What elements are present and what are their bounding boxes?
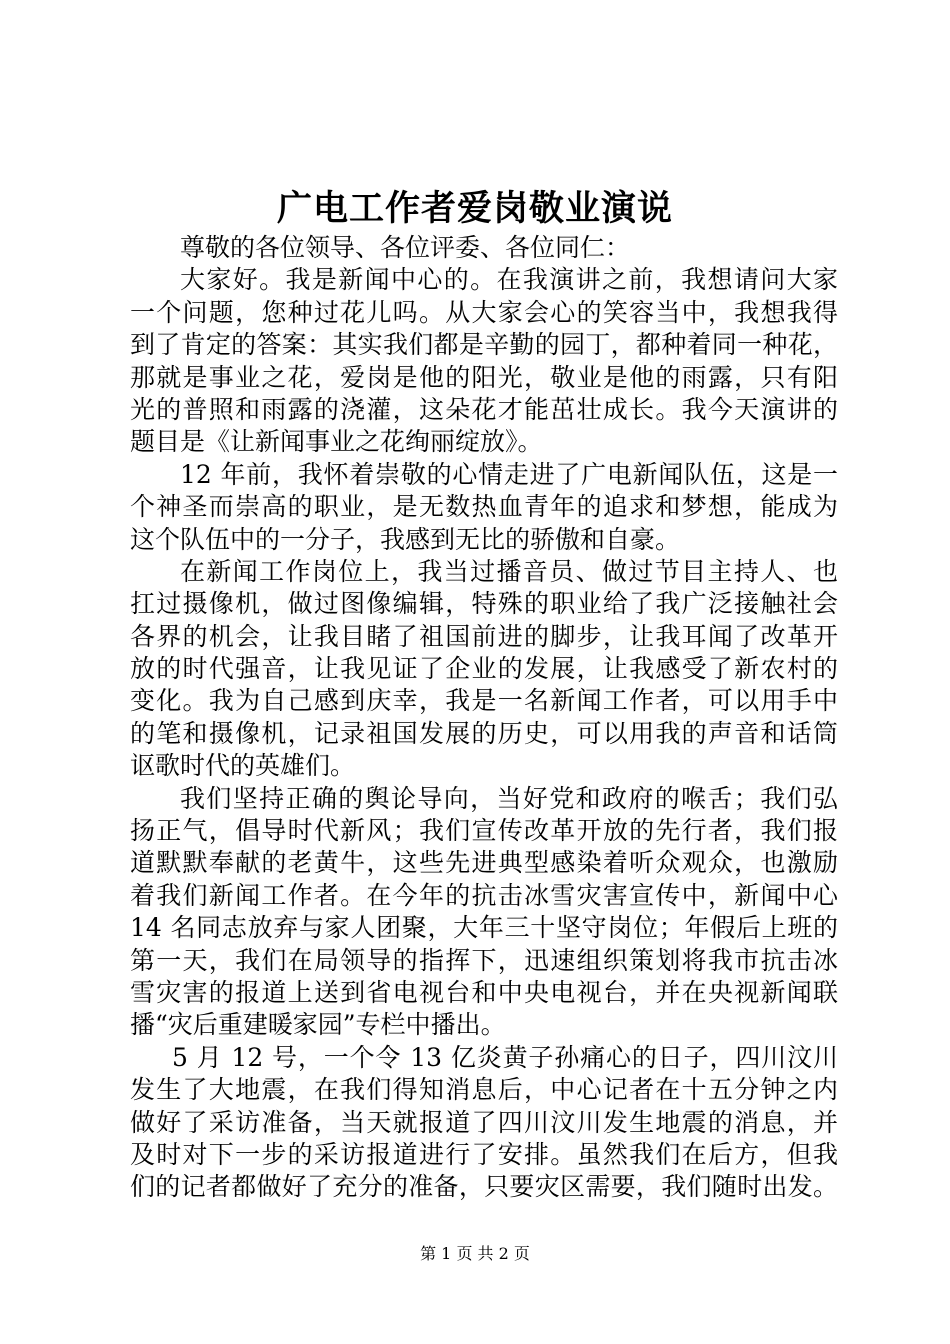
paragraph-line: 播“灾后重建暖家园”专栏中播出。 (130, 1010, 506, 1040)
paragraph-line: 各界的机会，让我目睹了祖国前进的脚步，让我耳闻了改革开 (130, 621, 838, 651)
paragraph-line: 讴歌时代的英雄们。 (130, 751, 356, 781)
paragraph-line: 道默默奉献的老黄牛，这些先进典型感染着听众观众，也激励 (130, 848, 838, 878)
paragraph-line: 及时对下一步的采访报道进行了安排。虽然我们在后方，但我 (130, 1139, 838, 1169)
paragraph-line: 个神圣而崇高的职业，是无数热血青年的追求和梦想，能成为 (130, 492, 838, 522)
paragraph-line: 们的记者都做好了充分的准备，只要灾区需要，我们随时出发。 (130, 1172, 838, 1202)
paragraph-line: 一个问题，您种过花儿吗。从大家会心的笑容当中，我想我得 (130, 297, 838, 327)
paragraph-line: 扬正气，倡导时代新风；我们宣传改革开放的先行者，我们报 (130, 816, 838, 846)
paragraph-line: 我们坚持正确的舆论导向，当好党和政府的喉舌；我们弘 (180, 783, 838, 813)
paragraph-line: 12 年前，我怀着崇敬的心情走进了广电新闻队伍，这是一 (180, 459, 838, 489)
paragraph-line: 题目是《让新闻事业之花绚丽绽放》。 (130, 427, 543, 457)
paragraph-line: 发生了大地震，在我们得知消息后，中心记者在十五分钟之内 (130, 1075, 838, 1105)
paragraph-line: 做好了采访准备，当天就报道了四川汶川发生地震的消息，并 (130, 1107, 838, 1137)
paragraph-line: 到了肯定的答案：其实我们都是辛勤的园丁，都种着同一种花， (130, 330, 838, 360)
paragraph-line: 这个队伍中的一分子，我感到无比的骄傲和自豪。 (130, 524, 681, 554)
paragraph-line: 那就是事业之花，爱岗是他的阳光，敬业是他的雨露，只有阳 (130, 362, 838, 392)
paragraph-line: 第一天，我们在局领导的指挥下，迅速组织策划将我市抗击冰 (130, 945, 838, 975)
paragraph-line: 的笔和摄像机，记录祖国发展的历史，可以用我的声音和话筒 (130, 718, 838, 748)
paragraph-line: 在新闻工作岗位上，我当过播音员、做过节目主持人、也 (180, 556, 838, 586)
paragraph-line: 变化。我为自己感到庆幸，我是一名新闻工作者，可以用手中 (130, 686, 838, 716)
paragraph-line: 雪灾害的报道上送到省电视台和中央电视台，并在央视新闻联 (130, 977, 838, 1007)
salutation-line: 尊敬的各位领导、各位评委、各位同仁： (180, 233, 631, 262)
page-footer: 第 1 页 共 2 页 (420, 1244, 530, 1263)
document-body (130, 232, 838, 1204)
paragraph-line: 放的时代强音，让我见证了企业的发展，让我感受了新农村的 (130, 654, 838, 684)
document-title: 广电工作者爱岗敬业演说 (276, 188, 673, 229)
paragraph-line: 光的普照和雨露的浇灌，这朵花才能茁壮成长。我今天演讲的 (130, 394, 838, 424)
paragraph-line: 5 月 12 号，一个令 13 亿炎黄子孙痛心的日子，四川汶川 (172, 1042, 838, 1072)
paragraph-line: 扛过摄像机，做过图像编辑，特殊的职业给了我广泛接触社会 (130, 589, 838, 619)
paragraph-line: 大家好。我是新闻中心的。在我演讲之前，我想请问大家 (180, 265, 838, 295)
paragraph-line: 14 名同志放弃与家人团聚，大年三十坚守岗位；年假后上班的 (130, 913, 838, 943)
paragraph-line: 着我们新闻工作者。在今年的抗击冰雪灾害宣传中，新闻中心 (130, 880, 838, 910)
